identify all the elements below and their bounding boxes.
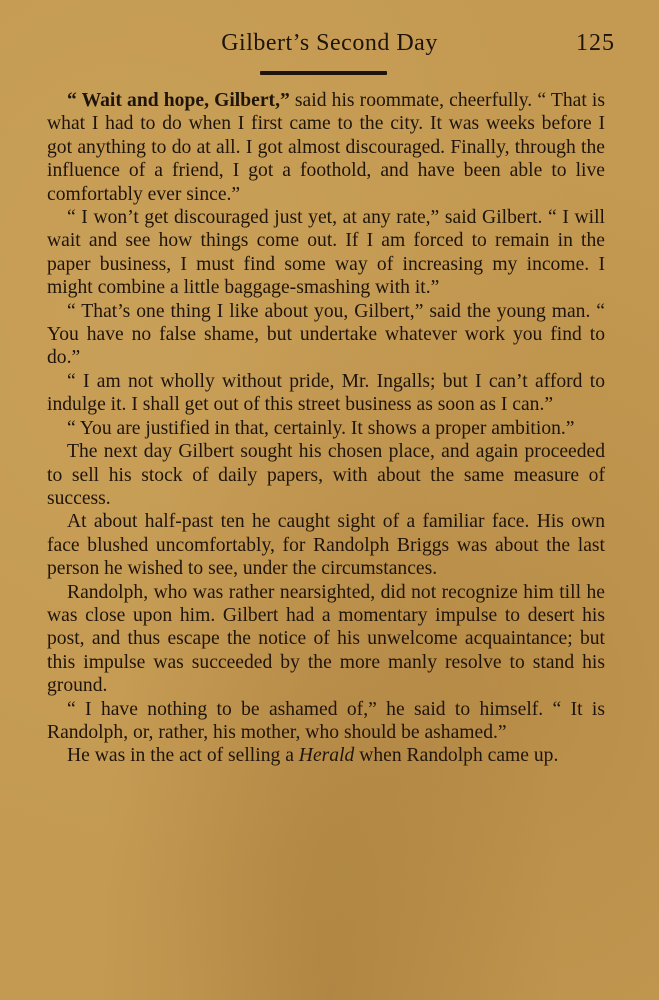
paragraph	[47, 440, 605, 510]
newspaper-title: Herald	[298, 745, 355, 767]
body-text	[47, 89, 605, 768]
paragraph	[47, 510, 605, 580]
paragraph-text: At about half-past ten he caught sight of a familiar face. His own face blushed uncomfortably, for Randolph Briggs was about the last person he wished to see, under the circumstances.	[47, 511, 605, 580]
paragraph-text: “ I have nothing to be ashamed of,” he said to himself. “ It is Randolph, or, rather, his mother, who should be ashamed.”	[47, 698, 605, 743]
running-head	[0, 30, 659, 70]
paragraph-text: Randolph, who was rather nearsighted, did not recognize him till he was close upon him. Gilbert had a momentary impulse to desert his post, and thus escape the notice of his unwelcome acquaintance; but this impulse was succeeded by the more manly resolve to stand his ground.	[47, 581, 605, 697]
header-rule	[260, 71, 387, 75]
paragraph-lead: “ Wait and hope, Gilbert,”	[67, 90, 290, 111]
page-number: 125	[576, 30, 615, 56]
paragraph-text: when Randolph came up.	[354, 745, 559, 767]
paragraph	[47, 417, 605, 440]
paragraph	[47, 744, 605, 767]
chapter-title: Gilbert’s Second Day	[221, 30, 438, 56]
paragraph-text: said his roommate, cheerfully. “ That is what I had to do when I first came to the city. It was weeks before I got anything to do at all. I got almost discouraged. Finally, through the influence of a friend, I got a foothold, and have been able to live comfortably ever since.”	[47, 90, 605, 205]
paragraph-text: “ I won’t get discouraged just yet, at any rate,” said Gilbert. “ I will wait and see how things come out. If I am forced to remain in the paper business, I must find some way of increasing my income. I might combine a little baggage-smashing with it.”	[47, 207, 605, 299]
paragraph-text: “ You are justified in that, certainly. It shows a proper ambition.”	[67, 417, 575, 439]
paragraph	[47, 300, 605, 370]
paragraph	[47, 206, 605, 300]
paragraph	[47, 89, 605, 206]
paragraph-text: “ I am not wholly without pride, Mr. Ingalls; but I can’t afford to indulge it. I shall get out of this street business as soon as I can.”	[47, 370, 605, 416]
paragraph	[47, 370, 605, 417]
paragraph-text: “ That’s one thing I like about you, Gilbert,” said the young man. “ You have no false shame, but undertake whatever work you find to do.”	[47, 300, 605, 369]
paragraph-text: He was in the act of selling a	[67, 745, 299, 767]
paragraph	[47, 698, 605, 745]
paragraph-text: The next day Gilbert sought his chosen place, and again proceeded to sell his stock of daily papers, with about the same measure of success.	[47, 441, 605, 509]
paragraph	[47, 581, 605, 698]
